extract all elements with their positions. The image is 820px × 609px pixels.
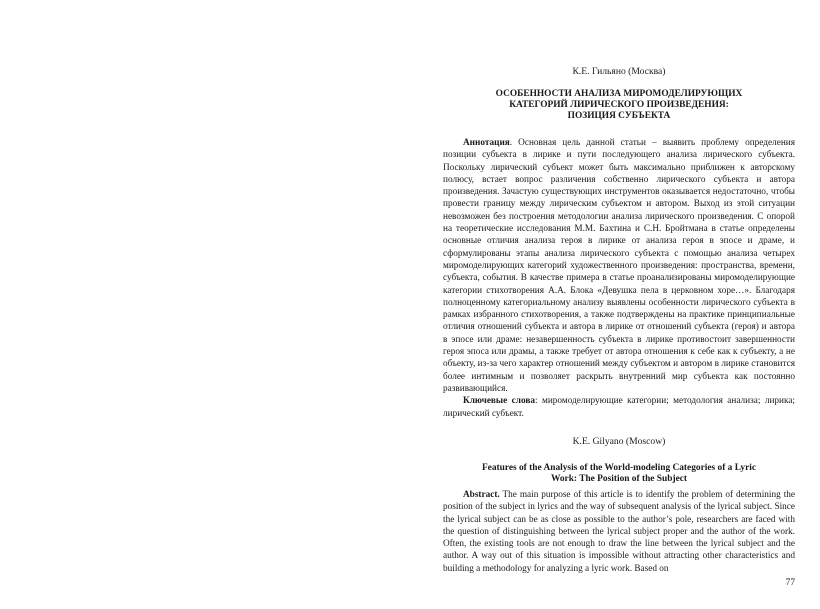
keywords-ru-label: Ключевые слова xyxy=(463,396,535,407)
title-ru-line: ПОЗИЦИЯ СУБЪЕКТА xyxy=(567,111,671,122)
title-ru xyxy=(443,89,795,123)
title-ru-line: ОСОБЕННОСТИ АНАЛИЗА МИРОМОДЕЛИРУЮЩИХ xyxy=(495,89,743,99)
journal-page xyxy=(443,0,795,609)
author-en: K.E. Gilyano (Moscow) xyxy=(572,436,666,447)
abstract-ru-paragraph xyxy=(443,137,795,395)
abstract-ru-text: . Основная цель данной статьи – выявить проблему определения позиции субъекта в лирике и пути последующего анализа лирического субъекта. Поскольку лирический субъект может быть максимально приближен к авторскому полюсу, встает вопрос различения собственно лирического субъекта и автора произведения. Зачастую существующих инструментов оказывается недостаточно, чтобы провести границу между лирическим субъектом и автором. Выход из этой ситуации невозможен без построения методологии анализа лирического произведения. С опорой на теоретические исследования М.М. Бахтина и С.Н. Бройтмана в статье определены основные отличия анализа героя в лирике от анализа героя в эпосе и драме, и сформулированы этапы анализа лирического субъекта с помощью анализа четырех миромоделирующих категорий художественного произведения: пространства, времени, субъекта, события. В качестве примера в статье проанализированы миромоделирующие категории стихотворения А.А. Блока «Девушка пела в церковном хоре…». Благодаря полноценному категориальному анализу выявлены особенности лирического субъекта в рамках избранного стихотворения, а также подтверждены на практике принципиальные отличия отношений субъекта и автора в лирике от отношений субъекта (героя) и автора в эпосе или драме: незавершенность субъекта в лирике противостоит завершенности героя эпоса или драмы, а также требует от автора отношения к себе как к субъекту, а не объекту, из-за чего характер отношений между субъектом и автором в лирике становится более интимным и позволяет раскрыть внутренний мир субъекта как постоянно развивающийся. xyxy=(443,138,795,394)
author-ru: К.Е. Гильяно (Москва) xyxy=(572,66,666,77)
abstract-en xyxy=(443,489,795,575)
title-en xyxy=(443,463,795,485)
title-en-line: Work: The Position of the Subject xyxy=(550,474,688,485)
keywords-ru-text: : миромоделирующие категории; методология анализа; лирика; лирический субъект. xyxy=(443,396,795,419)
abstract-en-text: The main purpose of this article is to identify the problem of determining the position of the subject in lyrics and the way of subsequent analysis of the lyrical subject. Since the lyrical subject can be as close as possible to the author’s pole, researchers are faced with the question of distinguishing between the lyrical subject proper and the author of the work. Often, the existing tools are not enough to draw the line between the lyrical subject and the author. A way out of this situation is impossible without attracting other characteristics and building a methodology for analyzing a lyric work. Based on xyxy=(443,490,795,574)
title-ru-line: КАТЕГОРИЙ ЛИРИЧЕСКОГО ПРОИЗВЕДЕНИЯ: xyxy=(509,100,729,111)
abstract-en-label: Abstract. xyxy=(463,490,500,500)
title-en-line: Features of the Analysis of the World-modeling Categories of a Lyric xyxy=(481,463,757,473)
abstract-ru xyxy=(443,137,795,420)
page-number: 77 xyxy=(785,578,795,588)
abstract-en-paragraph xyxy=(443,489,795,575)
keywords-ru-paragraph xyxy=(443,395,795,420)
abstract-ru-label: Аннотация xyxy=(463,138,510,148)
